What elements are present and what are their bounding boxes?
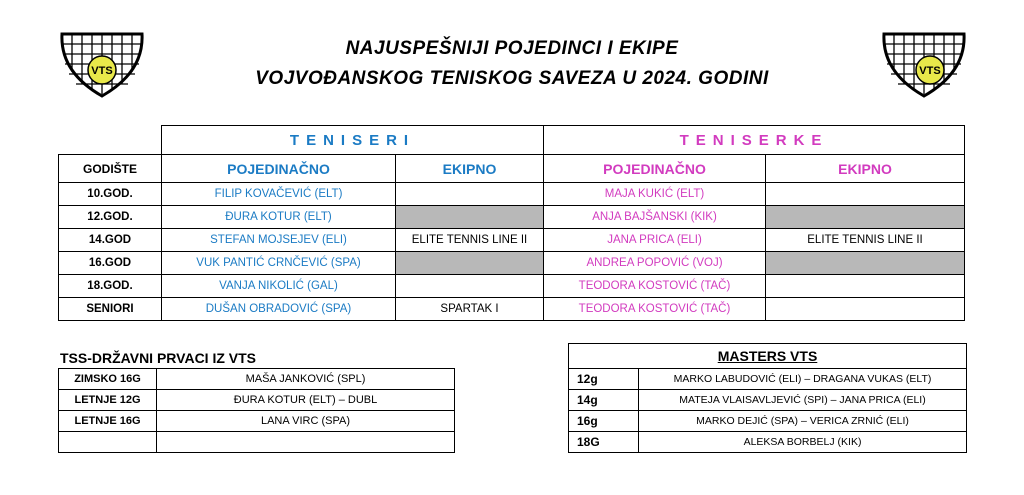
masters-label: 16g bbox=[569, 411, 639, 432]
logo-text: VTS bbox=[919, 65, 941, 77]
men-individual-cell: DUŠAN OBRADOVIĆ (SPA) bbox=[162, 298, 396, 321]
women-team-cell bbox=[766, 298, 965, 321]
men-team-cell-empty bbox=[396, 206, 544, 229]
masters-table bbox=[568, 343, 967, 453]
men-team-cell bbox=[396, 183, 544, 206]
column-header-women-individual: POJEDINAČNO bbox=[544, 155, 766, 183]
vts-logo-right bbox=[880, 32, 968, 98]
women-team-cell: ELITE TENNIS LINE II bbox=[766, 229, 965, 252]
table-row bbox=[569, 369, 967, 390]
masters-value: MATEJA VLAISAVLJEVIĆ (SPI) – JANA PRICA (ELI) bbox=[639, 390, 967, 411]
tss-label: ZIMSKO 16G bbox=[59, 369, 157, 390]
table-row bbox=[59, 183, 965, 206]
year-cell: 14.GOD bbox=[59, 229, 162, 252]
table-row bbox=[569, 390, 967, 411]
women-team-cell bbox=[766, 183, 965, 206]
men-individual-cell: VUK PANTIĆ CRNČEVIĆ (SPA) bbox=[162, 252, 396, 275]
table-row bbox=[59, 206, 965, 229]
group-header-women: TENISERKE bbox=[544, 126, 965, 155]
table-row bbox=[569, 411, 967, 432]
page-title-line2: VOJVOĐANSKOG TENISKOG SAVEZA U 2024. GODINI bbox=[255, 68, 769, 89]
year-cell: 18.GOD. bbox=[59, 275, 162, 298]
men-individual-cell: ĐURA KOTUR (ELT) bbox=[162, 206, 396, 229]
table-row bbox=[59, 275, 965, 298]
tss-value bbox=[157, 432, 455, 453]
tss-value: ĐURA KOTUR (ELT) – DUBL bbox=[157, 390, 455, 411]
masters-label: 18G bbox=[569, 432, 639, 453]
men-individual-cell: VANJA NIKOLIĆ (GAL) bbox=[162, 275, 396, 298]
tss-label: LETNJE 12G bbox=[59, 390, 157, 411]
masters-label: 12g bbox=[569, 369, 639, 390]
logo-text: VTS bbox=[91, 65, 113, 77]
group-header-men: TENISERI bbox=[162, 126, 544, 155]
table-row bbox=[569, 432, 967, 453]
table-row bbox=[59, 252, 965, 275]
table-row bbox=[59, 298, 965, 321]
table-row bbox=[59, 369, 455, 390]
page-title-line1: NAJUSPEŠNIJI POJEDINCI I EKIPE bbox=[345, 38, 679, 59]
year-cell: SENIORI bbox=[59, 298, 162, 321]
column-header-men-individual: POJEDINAČNO bbox=[162, 155, 396, 183]
men-team-cell bbox=[396, 275, 544, 298]
results-table bbox=[58, 125, 965, 321]
women-individual-cell: TEODORA KOSTOVIĆ (TAČ) bbox=[544, 298, 766, 321]
women-team-cell bbox=[766, 275, 965, 298]
tss-label: LETNJE 16G bbox=[59, 411, 157, 432]
table-row bbox=[59, 390, 455, 411]
masters-section-title: MASTERS VTS bbox=[569, 344, 967, 369]
year-cell: 16.GOD bbox=[59, 252, 162, 275]
women-individual-cell: TEODORA KOSTOVIĆ (TAČ) bbox=[544, 275, 766, 298]
women-individual-cell: JANA PRICA (ELI) bbox=[544, 229, 766, 252]
tss-value: MAŠA JANKOVIĆ (SPL) bbox=[157, 369, 455, 390]
tss-table bbox=[58, 368, 455, 453]
year-cell: 10.GOD. bbox=[59, 183, 162, 206]
vts-logo-left bbox=[58, 32, 146, 98]
year-cell: 12.GOD. bbox=[59, 206, 162, 229]
column-header-men-team: EKIPNO bbox=[396, 155, 544, 183]
women-individual-cell: ANDREA POPOVIĆ (VOJ) bbox=[544, 252, 766, 275]
tss-section-title: TSS-DRŽAVNI PRVACI IZ VTS bbox=[60, 350, 257, 366]
masters-value: MARKO DEJIĆ (SPA) – VERICA ZRNIĆ (ELI) bbox=[639, 411, 967, 432]
column-header-year: GODIŠTE bbox=[59, 155, 162, 183]
column-header-women-team: EKIPNO bbox=[766, 155, 965, 183]
women-individual-cell: MAJA KUKIĆ (ELT) bbox=[544, 183, 766, 206]
women-team-cell-empty bbox=[766, 252, 965, 275]
table-row bbox=[59, 229, 965, 252]
tss-label bbox=[59, 432, 157, 453]
men-team-cell: ELITE TENNIS LINE II bbox=[396, 229, 544, 252]
women-individual-cell: ANJA BAJŠANSKI (KIK) bbox=[544, 206, 766, 229]
table-row bbox=[59, 411, 455, 432]
men-individual-cell: FILIP KOVAČEVIĆ (ELT) bbox=[162, 183, 396, 206]
table-row bbox=[59, 432, 455, 453]
masters-label: 14g bbox=[569, 390, 639, 411]
men-team-cell-empty bbox=[396, 252, 544, 275]
women-team-cell-empty bbox=[766, 206, 965, 229]
tss-value: LANA VIRC (SPA) bbox=[157, 411, 455, 432]
men-individual-cell: STEFAN MOJSEJEV (ELI) bbox=[162, 229, 396, 252]
masters-value: ALEKSA BORBELJ (KIK) bbox=[639, 432, 967, 453]
empty-corner bbox=[59, 126, 162, 155]
masters-value: MARKO LABUDOVIĆ (ELI) – DRAGANA VUKAS (ELT) bbox=[639, 369, 967, 390]
men-team-cell: SPARTAK I bbox=[396, 298, 544, 321]
